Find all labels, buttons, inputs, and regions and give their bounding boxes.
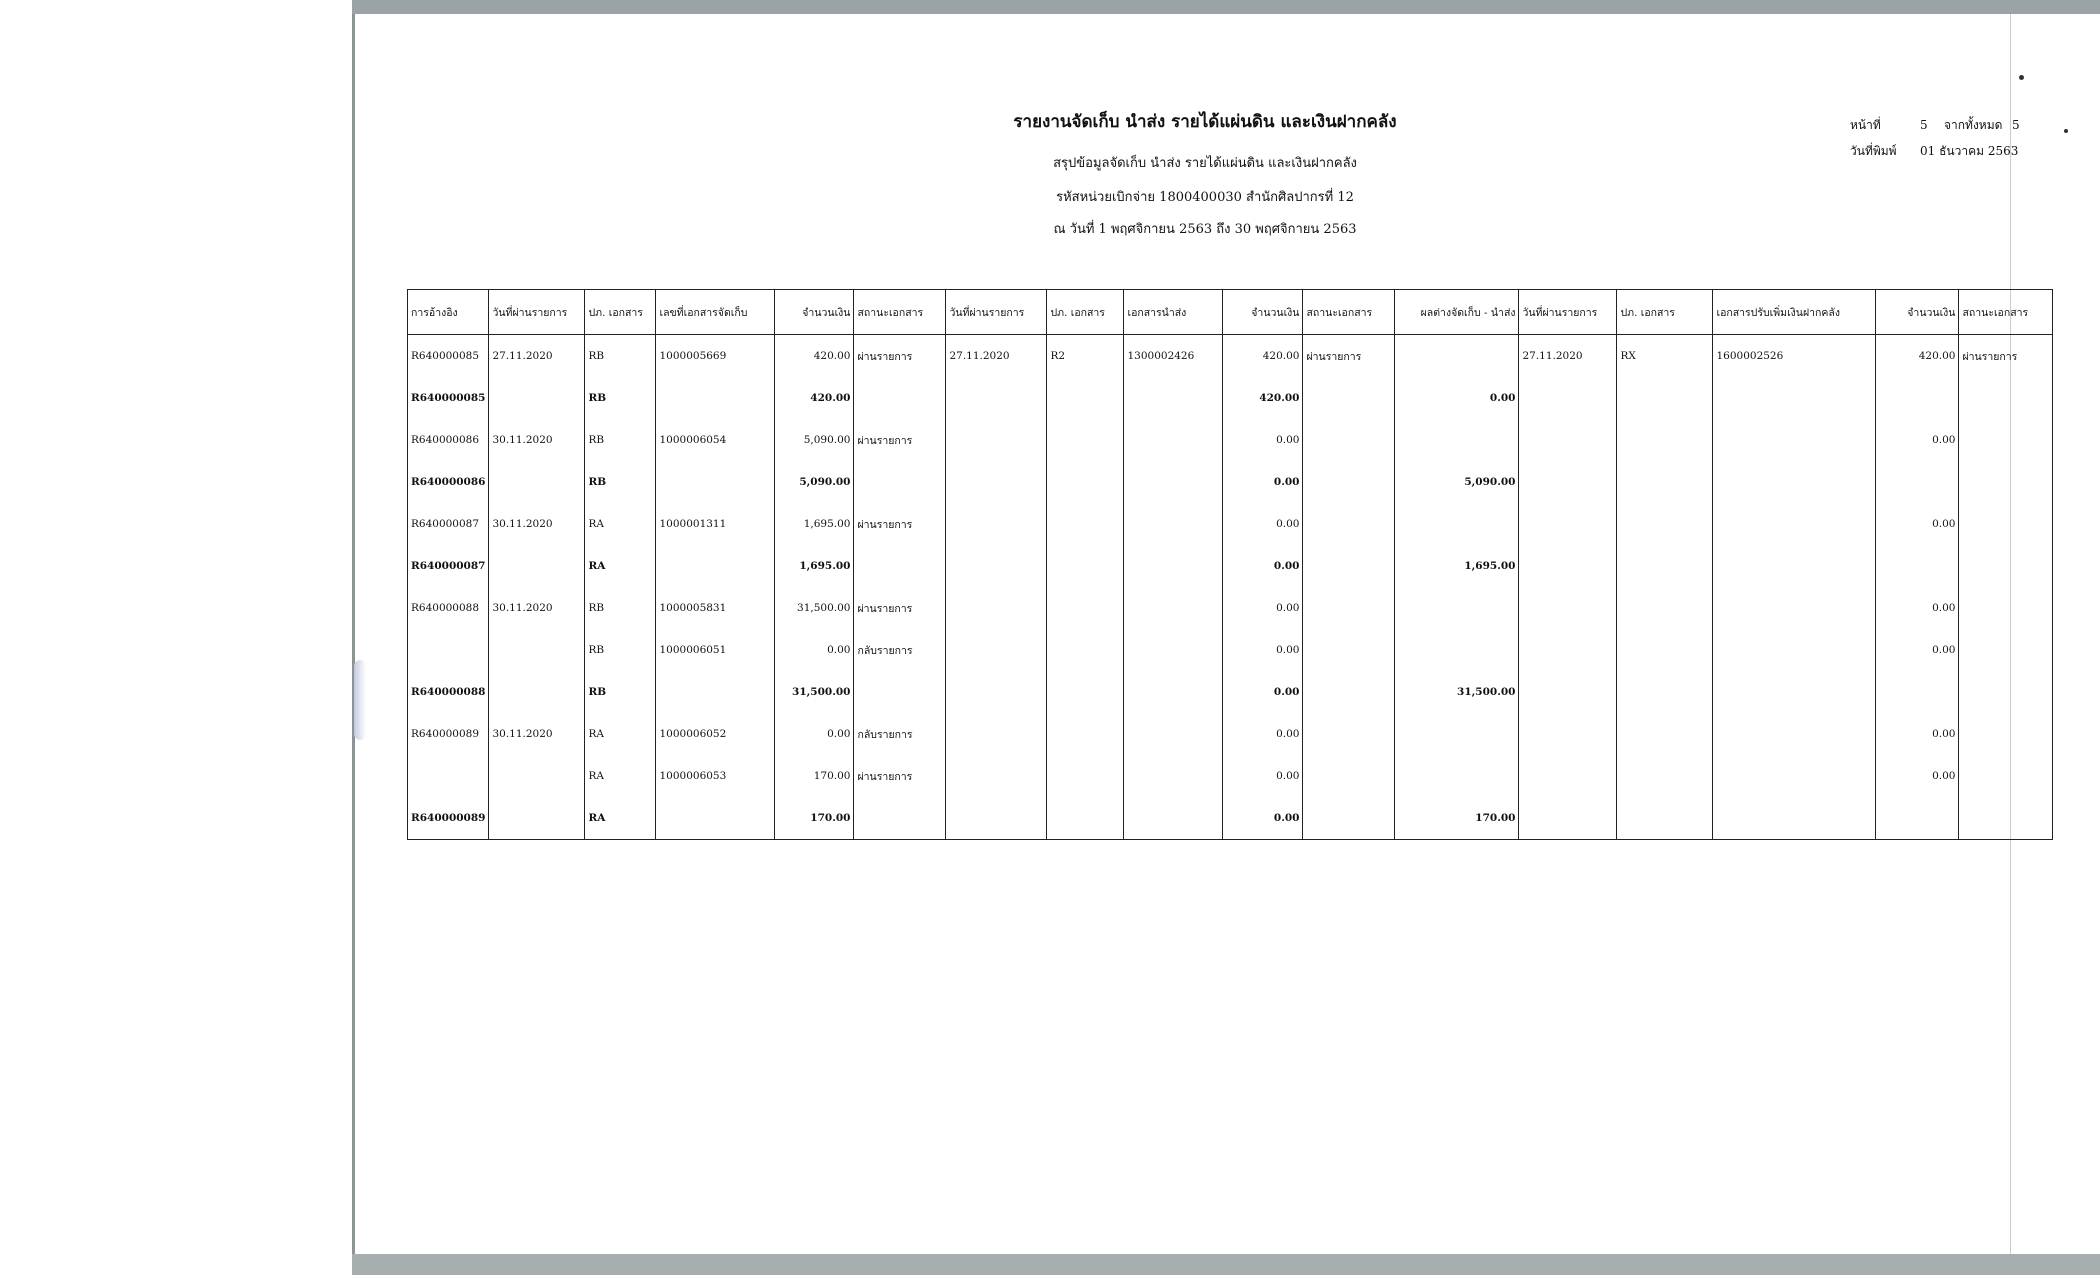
table-cell: 0.00 xyxy=(1223,797,1303,840)
table-cell xyxy=(1617,377,1713,419)
column-header: วันที่ผ่านรายการ xyxy=(946,290,1047,335)
total-pages: 5 xyxy=(2012,118,2020,132)
table-cell xyxy=(1395,419,1519,461)
table-cell: 0.00 xyxy=(775,713,854,755)
table-cell: R2 xyxy=(1047,335,1124,378)
table-cell xyxy=(1617,545,1713,587)
table-cell xyxy=(1047,671,1124,713)
table-cell: 5,090.00 xyxy=(1395,461,1519,503)
table-cell xyxy=(1303,545,1395,587)
print-date-label: วันที่พิมพ์ xyxy=(1850,144,1897,158)
table-cell: R640000085 xyxy=(408,335,489,378)
table-cell xyxy=(1303,671,1395,713)
table-cell: 1000006051 xyxy=(656,629,775,671)
table-cell xyxy=(1713,461,1876,503)
table-cell: 1300002426 xyxy=(1124,335,1223,378)
background-left xyxy=(0,0,352,1275)
column-header: สถานะเอกสาร xyxy=(1303,290,1395,335)
table-row xyxy=(408,629,2053,671)
table-cell xyxy=(1617,587,1713,629)
table-cell xyxy=(1047,545,1124,587)
table-cell: ผ่านรายการ xyxy=(854,335,946,378)
table-cell: 420.00 xyxy=(1223,377,1303,419)
total-pages-label: จากทั้งหมด xyxy=(1944,118,2003,132)
table-cell: ผ่านรายการ xyxy=(854,755,946,797)
table-cell xyxy=(1876,377,1959,419)
table-cell xyxy=(1519,797,1617,840)
table-cell xyxy=(1047,377,1124,419)
table-cell xyxy=(1959,419,2053,461)
speck-dot xyxy=(2019,75,2024,80)
table-cell: 1000006053 xyxy=(656,755,775,797)
table-cell xyxy=(1876,545,1959,587)
table-header-row xyxy=(408,290,2053,335)
table-cell xyxy=(1124,755,1223,797)
column-header: สถานะเอกสาร xyxy=(1959,290,2053,335)
scan-shadow xyxy=(354,660,366,740)
table-cell xyxy=(854,671,946,713)
table-cell xyxy=(1047,629,1124,671)
table-cell: R640000085 xyxy=(408,377,489,419)
table-row-subtotal xyxy=(408,671,2053,713)
table-cell xyxy=(408,629,489,671)
table-cell xyxy=(1303,503,1395,545)
table-cell xyxy=(1047,419,1124,461)
table-cell: 0.00 xyxy=(1395,377,1519,419)
table-cell xyxy=(1519,461,1617,503)
table-cell: 420.00 xyxy=(775,335,854,378)
table-cell: R640000088 xyxy=(408,587,489,629)
table-body xyxy=(408,335,2053,840)
table-cell xyxy=(1713,713,1876,755)
table-cell xyxy=(1124,377,1223,419)
table-row-subtotal xyxy=(408,797,2053,840)
table-cell xyxy=(489,671,585,713)
table-row xyxy=(408,419,2053,461)
table-cell: RB xyxy=(585,629,656,671)
table-cell xyxy=(1124,797,1223,840)
table-cell xyxy=(1395,629,1519,671)
table-cell: กลับรายการ xyxy=(854,629,946,671)
table-cell xyxy=(1047,461,1124,503)
column-header: ผลต่างจัดเก็บ - นำส่ง xyxy=(1395,290,1519,335)
table-cell: ผ่านรายการ xyxy=(1303,335,1395,378)
table-cell xyxy=(1047,713,1124,755)
table-cell xyxy=(1959,587,2053,629)
table-cell: 0.00 xyxy=(1223,671,1303,713)
table-cell xyxy=(1713,797,1876,840)
column-header: วันที่ผ่านรายการ xyxy=(1519,290,1617,335)
table-cell xyxy=(1124,713,1223,755)
table-cell xyxy=(1959,755,2053,797)
table-cell: 30.11.2020 xyxy=(489,713,585,755)
table-cell: 0.00 xyxy=(1876,587,1959,629)
table-cell xyxy=(1876,797,1959,840)
table-cell xyxy=(946,461,1047,503)
column-header: วันที่ผ่านรายการ xyxy=(489,290,585,335)
table-cell: RA xyxy=(585,545,656,587)
table-cell xyxy=(1124,671,1223,713)
table-cell xyxy=(1713,629,1876,671)
table-row-subtotal xyxy=(408,377,2053,419)
table-cell xyxy=(1124,503,1223,545)
table-cell: 30.11.2020 xyxy=(489,419,585,461)
table-cell xyxy=(1713,419,1876,461)
table-cell xyxy=(1617,713,1713,755)
table-cell xyxy=(1713,671,1876,713)
table-cell: ผ่านรายการ xyxy=(854,419,946,461)
table-cell: 1,695.00 xyxy=(775,503,854,545)
table-cell xyxy=(656,671,775,713)
table-cell: ผ่านรายการ xyxy=(854,587,946,629)
column-header: ปภ. เอกสาร xyxy=(1617,290,1713,335)
page-info xyxy=(1850,112,2020,164)
report-unit: รหัสหน่วยเบิกจ่าย 1800400030 สำนักศิลปากรที่ 12 xyxy=(1056,190,1354,205)
table-cell: 31,500.00 xyxy=(1395,671,1519,713)
table-cell: R640000086 xyxy=(408,419,489,461)
table-cell xyxy=(1047,503,1124,545)
scan-border-bottom xyxy=(352,1254,2100,1275)
table-cell xyxy=(1303,377,1395,419)
column-header: เลขที่เอกสารจัดเก็บ xyxy=(656,290,775,335)
table-cell xyxy=(1519,755,1617,797)
table-cell xyxy=(1395,713,1519,755)
table-row-subtotal xyxy=(408,461,2053,503)
table-cell xyxy=(1519,503,1617,545)
table-cell xyxy=(656,461,775,503)
table-cell: 27.11.2020 xyxy=(1519,335,1617,378)
table-cell xyxy=(1519,419,1617,461)
table-cell: RA xyxy=(585,797,656,840)
table-cell: R640000087 xyxy=(408,545,489,587)
table-cell: ผ่านรายการ xyxy=(1959,335,2053,378)
table-cell xyxy=(1303,419,1395,461)
table-cell xyxy=(946,629,1047,671)
speck-dot xyxy=(2064,129,2068,133)
table-cell xyxy=(1713,755,1876,797)
table-cell xyxy=(1395,587,1519,629)
table-row xyxy=(408,755,2053,797)
table-cell: 5,090.00 xyxy=(775,419,854,461)
table-cell xyxy=(1959,503,2053,545)
table-cell: 1600002526 xyxy=(1713,335,1876,378)
table-cell: 1000005669 xyxy=(656,335,775,378)
table-cell xyxy=(1959,713,2053,755)
table-cell xyxy=(1303,629,1395,671)
table-cell: 0.00 xyxy=(1876,503,1959,545)
column-header: จำนวนเงิน xyxy=(775,290,854,335)
table-cell xyxy=(1395,755,1519,797)
table-cell xyxy=(1713,503,1876,545)
table-cell: 170.00 xyxy=(775,797,854,840)
table-cell xyxy=(1303,797,1395,840)
column-header: เอกสารปรับเพิ่มเงินฝากคลัง xyxy=(1713,290,1876,335)
table-cell xyxy=(854,797,946,840)
table-cell: 30.11.2020 xyxy=(489,587,585,629)
table-cell: 0.00 xyxy=(1876,419,1959,461)
table-cell xyxy=(489,797,585,840)
table-cell xyxy=(1519,377,1617,419)
table-cell xyxy=(1519,587,1617,629)
table-cell: R640000089 xyxy=(408,797,489,840)
table-cell: 30.11.2020 xyxy=(489,503,585,545)
table-cell xyxy=(408,755,489,797)
column-header: จำนวนเงิน xyxy=(1876,290,1959,335)
scan-border-top xyxy=(352,0,2100,14)
table-row xyxy=(408,503,2053,545)
page-label: หน้าที่ xyxy=(1850,118,1881,132)
table-cell xyxy=(489,755,585,797)
table-cell xyxy=(1124,461,1223,503)
table-cell xyxy=(946,377,1047,419)
column-header: เอกสารนำส่ง xyxy=(1124,290,1223,335)
table-cell: 0.00 xyxy=(1876,713,1959,755)
table-cell: 1000005831 xyxy=(656,587,775,629)
table-cell: 0.00 xyxy=(1223,461,1303,503)
table-cell xyxy=(656,377,775,419)
table-cell: RX xyxy=(1617,335,1713,378)
table-cell: 1000001311 xyxy=(656,503,775,545)
table-cell xyxy=(1617,671,1713,713)
table-cell: 0.00 xyxy=(1223,587,1303,629)
table-cell xyxy=(946,419,1047,461)
table-cell: 0.00 xyxy=(1223,545,1303,587)
table-cell: 0.00 xyxy=(1223,503,1303,545)
table-cell xyxy=(1959,797,2053,840)
table-cell: 170.00 xyxy=(775,755,854,797)
table-cell xyxy=(1047,797,1124,840)
page-number: 5 xyxy=(1920,118,1928,132)
table-cell xyxy=(1303,461,1395,503)
table-cell xyxy=(1959,461,2053,503)
table-cell xyxy=(1395,503,1519,545)
table-cell xyxy=(1519,629,1617,671)
table-cell: R640000086 xyxy=(408,461,489,503)
table-cell xyxy=(656,797,775,840)
table-cell: R640000088 xyxy=(408,671,489,713)
table-cell xyxy=(1617,503,1713,545)
table-cell xyxy=(1617,755,1713,797)
table-cell xyxy=(489,629,585,671)
table-cell: R640000087 xyxy=(408,503,489,545)
table-cell: 420.00 xyxy=(1876,335,1959,378)
table-cell: 31,500.00 xyxy=(775,671,854,713)
table-cell xyxy=(1519,545,1617,587)
table-cell xyxy=(1713,377,1876,419)
table-row xyxy=(408,713,2053,755)
report-period: ณ วันที่ 1 พฤศจิกายน 2563 ถึง 30 พฤศจิกายน 2563 xyxy=(1053,222,1357,237)
table-cell xyxy=(1713,545,1876,587)
table-cell xyxy=(1617,419,1713,461)
table-cell xyxy=(1617,797,1713,840)
table-cell xyxy=(1519,713,1617,755)
print-date: 01 ธันวาคม 2563 xyxy=(1920,144,2019,158)
table-cell: RB xyxy=(585,377,656,419)
table-cell: 420.00 xyxy=(775,377,854,419)
table-cell xyxy=(946,713,1047,755)
table-cell: 27.11.2020 xyxy=(946,335,1047,378)
table-cell: 0.00 xyxy=(775,629,854,671)
table-cell xyxy=(946,587,1047,629)
table-cell: กลับรายการ xyxy=(854,713,946,755)
table-cell xyxy=(1303,587,1395,629)
table-cell: 5,090.00 xyxy=(775,461,854,503)
table-cell: 0.00 xyxy=(1223,419,1303,461)
table-cell xyxy=(946,755,1047,797)
table-cell xyxy=(656,545,775,587)
table-cell: 27.11.2020 xyxy=(489,335,585,378)
table-cell xyxy=(1876,461,1959,503)
table-cell: RA xyxy=(585,503,656,545)
table-cell xyxy=(1395,335,1519,378)
table-cell xyxy=(1959,671,2053,713)
table-cell xyxy=(946,797,1047,840)
table-cell xyxy=(1876,671,1959,713)
table-cell xyxy=(854,545,946,587)
column-header: การอ้างอิง xyxy=(408,290,489,335)
table-row xyxy=(408,335,2053,378)
table-cell: ผ่านรายการ xyxy=(854,503,946,545)
column-header: ปภ. เอกสาร xyxy=(1047,290,1124,335)
table-cell xyxy=(489,461,585,503)
table-cell xyxy=(1124,629,1223,671)
table-cell: 1,695.00 xyxy=(1395,545,1519,587)
table-cell: R640000089 xyxy=(408,713,489,755)
column-header: จำนวนเงิน xyxy=(1223,290,1303,335)
table-cell xyxy=(1047,587,1124,629)
table-cell xyxy=(946,545,1047,587)
table-cell: 31,500.00 xyxy=(775,587,854,629)
table-cell xyxy=(1047,755,1124,797)
table-cell xyxy=(946,503,1047,545)
table-cell xyxy=(1959,545,2053,587)
table-cell xyxy=(1124,419,1223,461)
table-row xyxy=(408,587,2053,629)
table-cell: RA xyxy=(585,713,656,755)
table-cell xyxy=(854,461,946,503)
table-cell: RB xyxy=(585,671,656,713)
table-cell: 0.00 xyxy=(1223,713,1303,755)
table-cell xyxy=(489,377,585,419)
table-cell: RB xyxy=(585,335,656,378)
table-cell xyxy=(1959,629,2053,671)
table-cell xyxy=(1303,713,1395,755)
table-cell: 1000006054 xyxy=(656,419,775,461)
table-cell: 170.00 xyxy=(1395,797,1519,840)
table-cell xyxy=(946,671,1047,713)
table-cell: 1000006052 xyxy=(656,713,775,755)
table-cell: RB xyxy=(585,461,656,503)
report-title: รายงานจัดเก็บ นำส่ง รายได้แผ่นดิน และเงินฝากคลัง xyxy=(1013,112,1397,132)
table-cell: RB xyxy=(585,587,656,629)
report-subtitle: สรุปข้อมูลจัดเก็บ นำส่ง รายได้แผ่นดิน และเงินฝากคลัง xyxy=(1053,156,1357,171)
table-cell xyxy=(1519,671,1617,713)
table-cell xyxy=(854,377,946,419)
table-cell: 0.00 xyxy=(1876,755,1959,797)
column-header: สถานะเอกสาร xyxy=(854,290,946,335)
table-cell xyxy=(489,545,585,587)
table-cell xyxy=(1617,461,1713,503)
table-cell: 420.00 xyxy=(1223,335,1303,378)
table-cell xyxy=(1713,587,1876,629)
table-cell xyxy=(1303,755,1395,797)
table-cell xyxy=(1617,629,1713,671)
table-cell: 1,695.00 xyxy=(775,545,854,587)
table-cell xyxy=(1124,545,1223,587)
report-table xyxy=(407,289,2053,840)
table-cell: RB xyxy=(585,419,656,461)
table-cell: 0.00 xyxy=(1223,629,1303,671)
table-cell: 0.00 xyxy=(1223,755,1303,797)
table-cell: 0.00 xyxy=(1876,629,1959,671)
table-cell xyxy=(1959,377,2053,419)
column-header: ปภ. เอกสาร xyxy=(585,290,656,335)
table-row-subtotal xyxy=(408,545,2053,587)
table-cell: RA xyxy=(585,755,656,797)
table-cell xyxy=(1124,587,1223,629)
